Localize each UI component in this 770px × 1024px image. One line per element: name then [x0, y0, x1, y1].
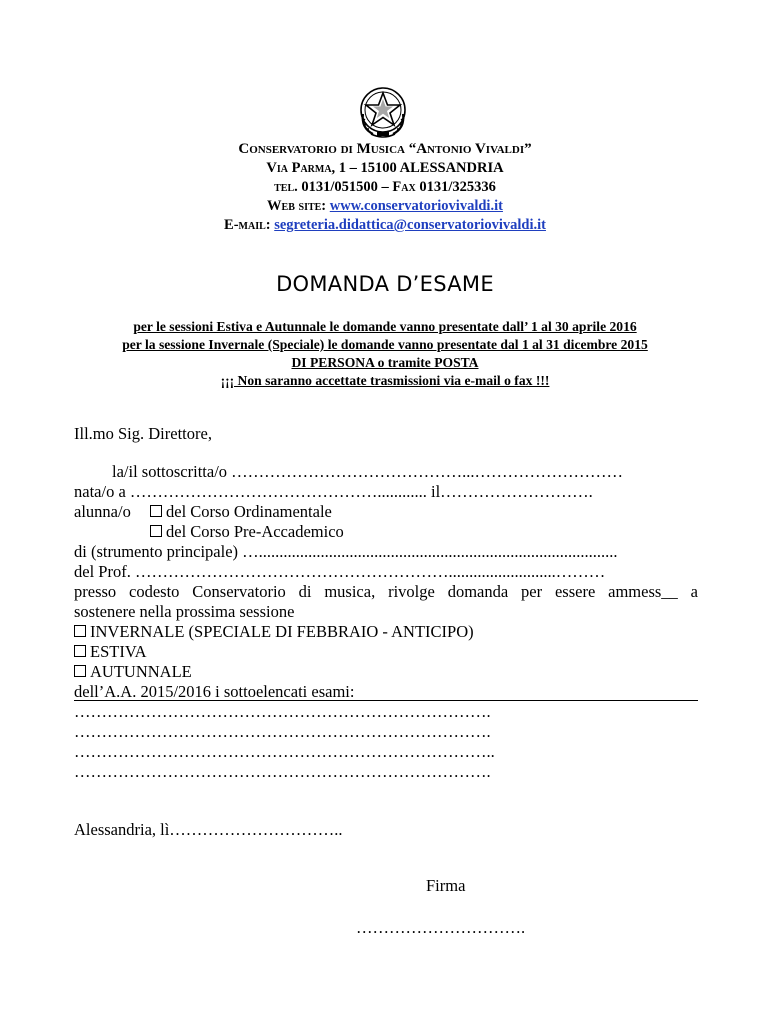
document-title: DOMANDA D’ESAME [276, 272, 494, 296]
institution-phone: tel. 0131/051500 – Fax 0131/325336 [274, 179, 496, 195]
request-word: presso [74, 582, 117, 601]
request-word: essere [554, 582, 596, 601]
checkbox[interactable] [150, 505, 162, 517]
course-ordinamentale-label: del Corso Ordinamentale [166, 502, 332, 521]
place-date-field[interactable]: Alessandria, lì………………………….. [74, 820, 343, 839]
request-word: rivolge [388, 582, 435, 601]
undersigned-field[interactable]: la/il sottoscritta/o ……………………………………...……………………… [112, 462, 624, 481]
instrument-field[interactable]: di (strumento principale) …....................................................................................... [74, 542, 618, 561]
email-label: E-mail: [224, 217, 271, 233]
exam-line[interactable]: ………………………………………………………………….. [74, 742, 495, 761]
signature-field[interactable]: …………………………. [356, 918, 526, 937]
notice-line-delivery: DI PERSONA o tramite POSTA [291, 355, 479, 370]
session-invernale-option[interactable] [74, 622, 474, 642]
salutation: Ill.mo Sig. Direttore, [74, 424, 212, 443]
course-preaccademico-label: del Corso Pre-Accademico [166, 522, 344, 541]
course-preaccademico-option[interactable] [150, 522, 344, 542]
student-label: alunna/o [74, 502, 131, 521]
birth-field[interactable]: nata/o a ………………………………………............ il………………………. [74, 482, 593, 501]
session-estiva-label: ESTIVA [90, 642, 147, 661]
submission-notice [0, 318, 770, 390]
italian-republic-emblem-icon [357, 84, 409, 140]
session-autunnale-label: AUTUNNALE [90, 662, 192, 681]
signature-label: Firma [426, 876, 466, 895]
checkbox[interactable] [74, 645, 86, 657]
checkbox[interactable] [74, 625, 86, 637]
request-word: ammess__ [608, 582, 678, 601]
request-word: di [298, 582, 312, 601]
notice-line-summer-autumn: per le sessioni Estiva e Autunnale le domande vanno presentate dall’ 1 al 30 aprile 2016 [133, 319, 637, 334]
email-link[interactable]: segreteria.didattica@conservatoriovivaldi.it [274, 217, 546, 233]
letterhead [0, 140, 770, 235]
request-line [74, 582, 698, 602]
session-invernale-label: INVERNALE (SPECIALE DI FEBBRAIO - ANTICIPO) [90, 622, 474, 641]
request-word: codesto [129, 582, 180, 601]
divider [74, 700, 698, 701]
notice-line-winter: per la sessione Invernale (Speciale) le domande vanno presentate dal 1 al 31 dicembre 2015 [122, 337, 648, 352]
session-autunnale-option[interactable] [74, 662, 192, 682]
request-word: per [521, 582, 543, 601]
institution-address: Via Parma, 1 – 15100 ALESSANDRIA [266, 160, 504, 176]
request-line-2: sostenere nella prossima sessione [74, 602, 295, 621]
request-word: musica, [324, 582, 376, 601]
notice-line-warning: ¡¡¡ Non saranno accettate trasmissioni via e-mail o fax !!! [220, 373, 550, 388]
website-link[interactable]: www.conservatoriovivaldi.it [329, 198, 503, 214]
request-word: domanda [447, 582, 509, 601]
course-ordinamentale-option[interactable] [150, 502, 332, 522]
session-estiva-option[interactable] [74, 642, 147, 662]
institution-name: Conservatorio di Musica “Antonio Vivaldi” [238, 141, 532, 157]
request-word: a [690, 582, 698, 601]
checkbox[interactable] [74, 665, 86, 677]
checkbox[interactable] [150, 525, 162, 537]
professor-field[interactable]: del Prof. …………………………………………………..........................……… [74, 562, 606, 581]
request-word: Conservatorio [192, 582, 286, 601]
exam-line[interactable]: …………………………………………………………………. [74, 722, 491, 741]
exam-line[interactable]: …………………………………………………………………. [74, 702, 491, 721]
exam-line[interactable]: …………………………………………………………………. [74, 762, 491, 781]
website-label: Web site: [267, 198, 327, 214]
exams-intro: dell’A.A. 2015/2016 i sottoelencati esami: [74, 682, 355, 701]
